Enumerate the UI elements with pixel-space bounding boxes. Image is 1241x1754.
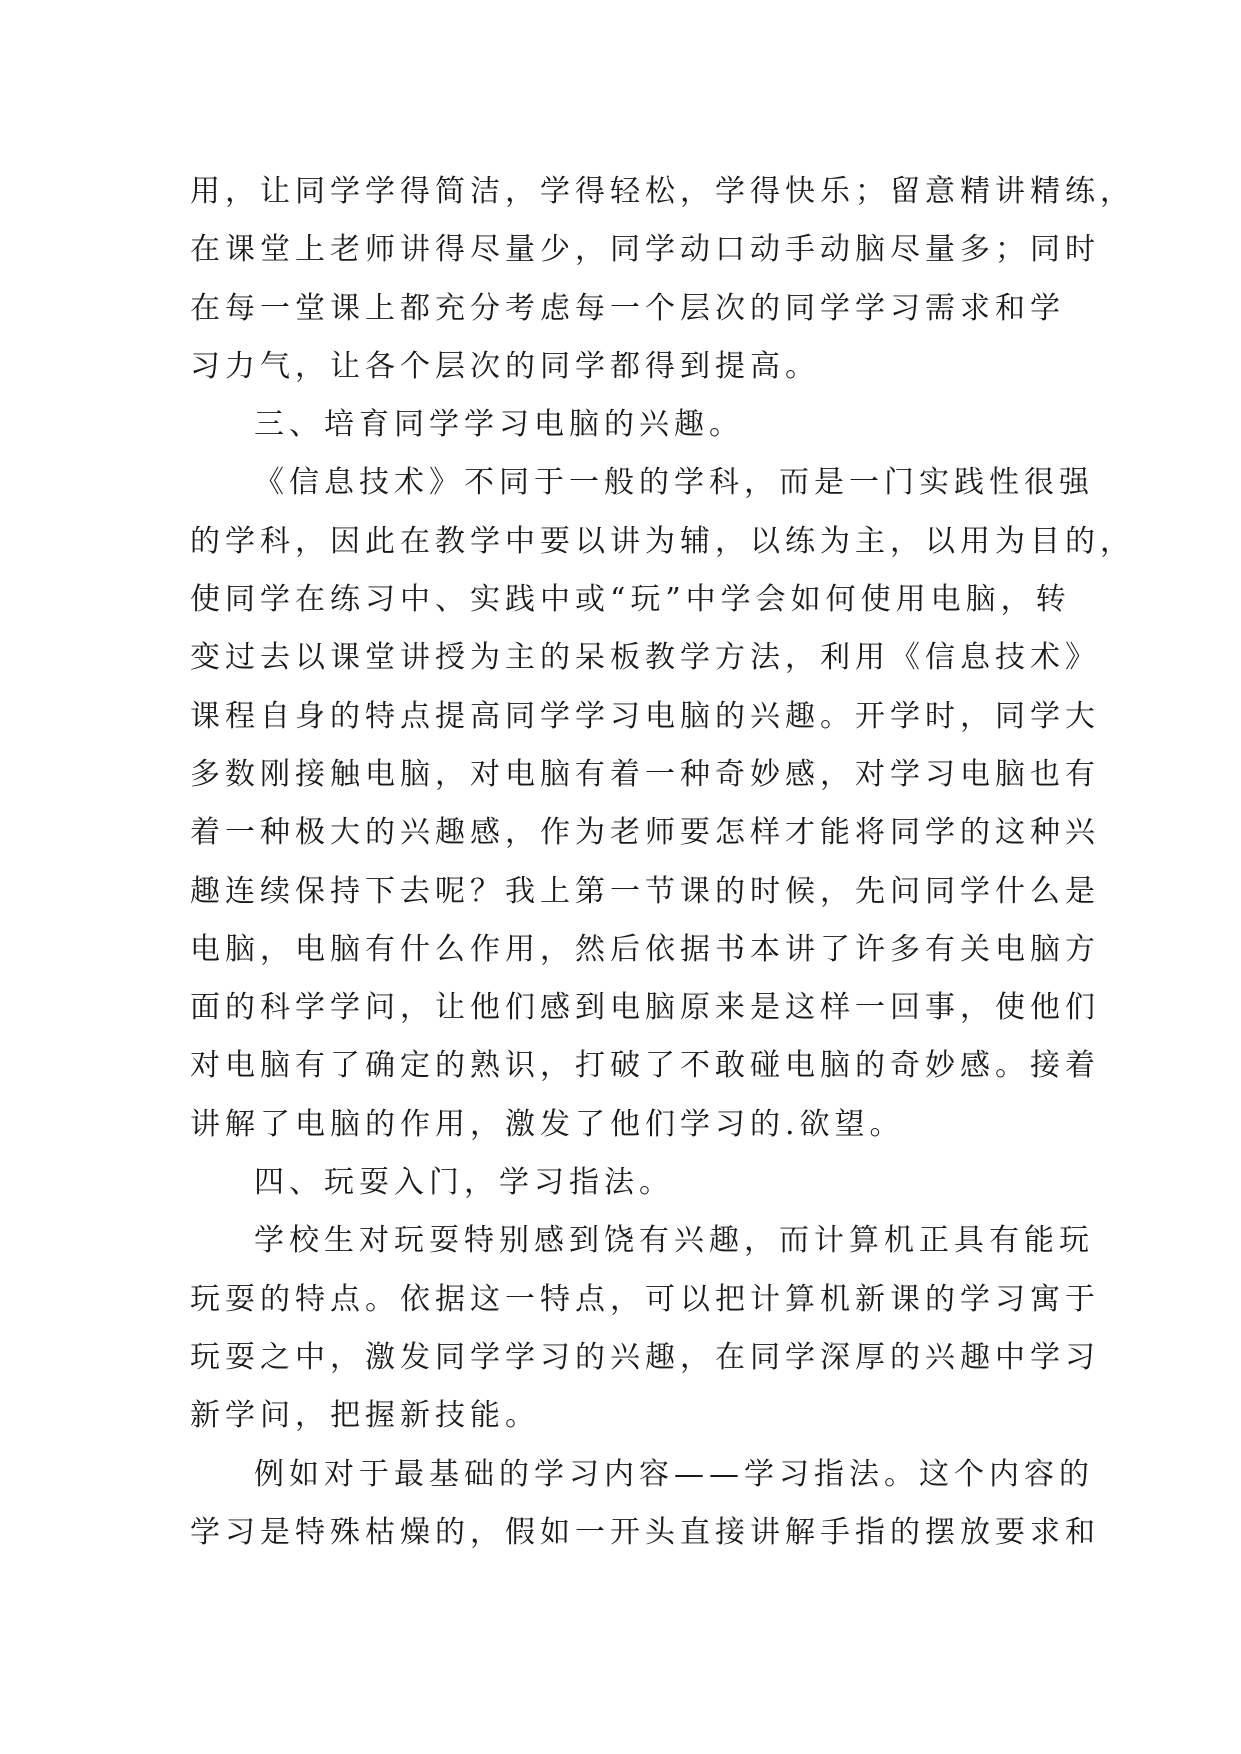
text-line: 对电脑有了确定的熟识，打破了不敢碰电脑的奇妙感。接着 <box>190 1048 1100 1084</box>
section-heading: 三、培育同学学习电脑的兴趣。 <box>254 407 744 443</box>
text-line: 课程自身的特点提高同学学习电脑的兴趣。开学时，同学大 <box>190 698 1100 734</box>
text-line: 讲解了电脑的作用，激发了他们学习的.欲望。 <box>190 1106 905 1142</box>
text-line: 在每一堂课上都充分考虑每一个层次的同学学习需求和学 <box>190 290 1065 326</box>
text-line: 新学问，把握新技能。 <box>190 1398 540 1434</box>
text-line: 习力气，让各个层次的同学都得到提高。 <box>190 348 820 384</box>
text-line: 的学科，因此在教学中要以讲为辅，以练为主，以用为目的， <box>190 523 1135 559</box>
text-line: 玩耍之中，激发同学学习的兴趣，在同学深厚的兴趣中学习 <box>190 1339 1100 1375</box>
section-heading: 四、玩耍入门，学习指法。 <box>254 1165 674 1201</box>
text-line: 使同学在练习中、实践中或“玩”中学会如何使用电脑，转 <box>190 582 1071 618</box>
text-line: 学校生对玩耍特别感到饶有兴趣，而计算机正具有能玩 <box>254 1223 1094 1259</box>
text-line: 多数刚接触电脑，对电脑有着一种奇妙感，对学习电脑也有 <box>190 756 1100 792</box>
text-line: 面的科学学问，让他们感到电脑原来是这样一回事，使他们 <box>190 990 1100 1026</box>
text-line: 用，让同学学得简洁，学得轻松，学得快乐；留意精讲精练， <box>190 174 1135 209</box>
text-line: 在课堂上老师讲得尽量少，同学动口动手动脑尽量多；同时 <box>190 232 1100 268</box>
text-line: 趣连续保持下去呢？我上第一节课的时候，先问同学什么是 <box>190 873 1100 909</box>
text-line: 玩耍的特点。依据这一特点，可以把计算机新课的学习寓于 <box>190 1281 1100 1317</box>
text-line: 电脑，电脑有什么作用，然后依据书本讲了许多有关电脑方 <box>190 931 1100 967</box>
text-line: 例如对于最基础的学习内容——学习指法。这个内容的 <box>254 1456 1094 1492</box>
body-text <box>190 163 1135 1562</box>
text-line: 学习是特殊枯燥的，假如一开头直接讲解手指的摆放要求和 <box>190 1514 1100 1550</box>
text-line: 变过去以课堂讲授为主的呆板教学方法，利用《信息技术》 <box>190 640 1100 676</box>
text-line: 着一种极大的兴趣感，作为老师要怎样才能将同学的这种兴 <box>190 815 1100 851</box>
text-line: 《信息技术》不同于一般的学科，而是一门实践性很强 <box>254 465 1094 501</box>
